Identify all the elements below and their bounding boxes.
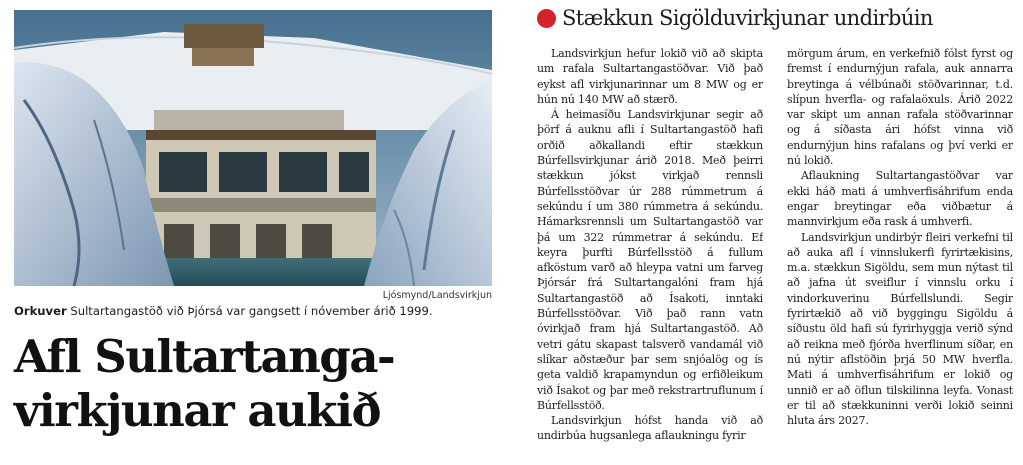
article-column-1 [537, 46, 763, 461]
photo-caption [14, 304, 504, 319]
sub-article-heading [537, 6, 1017, 30]
article-headline [14, 330, 514, 438]
sub-article-title: Stækkun Sigölduvirkjunar undirbúin [562, 6, 933, 30]
power-station-illustration [14, 10, 492, 286]
caption-lead: Orkuver [14, 304, 67, 318]
article-column-2 [787, 46, 1013, 461]
paragraph: mörgum árum, en verkefnið fólst fyrst og fremst í endurnýjun rafala, auk annarra breytinga á vélbúnaði stöðvarinnar, t.d. slípun hverfla- og rafalaöxuls. Árið 2022 var skipt um annan rafala stöðvarinnar og á síðasta ári hófst vinna við endurnýjun hins rafalans og því verki er nú lokið. [787, 47, 1013, 168]
paragraph: Á heimasíðu Landsvirkjunar segir að þörf á auknu afli í Sultartangastöð hafi orðið aðkallandi eftir stækkun Búrfellsvirkjunar árið 2018. Með þeirri stækkun jókst virkjað rennsli Búrfellsstöðvar úr 288 rúmmetrum á sekúndu í um 380 rúmmetra á sekúndu. Hámarksrennsli um Sultartangastöð var þá um 322 rúmmetrar á sekúndu. Ef keyra þurfti Búrfellsstöð á fullum afköstum varð að hleypa vatni um farveg Þjórsár frá Sultartangalóni fram hjá Sultartangastöð að Ísakoti, inntaki Búrfellsstöðvar. Við það rann vatn óvirkjað fram hjá Sultartangastöð. Að vetri gátu skapast talsverð vandamál við slíkar aðstæður þar sem snjóalög og ís geta valdið krapamyndun og erfiðleikum við Ísakot og þar með rekstrartruflunum í Búrfellsstöð. [537, 108, 763, 412]
caption-text: Sultartangastöð við Þjórsá var gangsett í nóvember árið 1999. [70, 304, 433, 318]
red-bullet-icon [537, 9, 556, 28]
photo-credit: Ljósmynd/Landsvirkjun [382, 290, 492, 301]
headline-line-2: virkjunar aukið [14, 384, 381, 437]
paragraph: Landsvirkjun hefur lokið við að skipta um rafala Sultartangastöðvar. Við það eykst afl virkjunarinnar um 8 MW og er hún nú 140 MW að stærð. [537, 47, 763, 106]
headline-line-1: Afl Sultartanga- [14, 330, 395, 383]
power-station-photo [14, 10, 492, 286]
paragraph: Landsvirkjun hófst handa við að undirbúa hugsanlega aflaukningu fyrir [537, 414, 763, 443]
paragraph: Aflaukning Sultartangastöðvar var ekki háð mati á umhverfisáhrifum enda engar breytingar eða viðbætur á mannvirkjum eða rask á umhverfi. [787, 169, 1013, 229]
paragraph: Landsvirkjun undirbýr fleiri verkefni til að auka afl í vinnslukerfi fyrirtækisins, m.a. stækkun Sigöldu, sem mun nýtast til að jafna út sveiflur í vinnslu orku í vindorkuverinu Búrfellslundi. Segir fyrirtækið að við byggingu Sigöldu á síðustu öld hafi sú fyrirhyggja verið sýnd að reikna með fjórða hverflinum síðar, en nú nýtir aflstöðin þrjá 50 MW hverfla. Mati á umhverfisáhrifum er lokið og unnið er að öflun tilskilinna leyfa. Vonast er til að stækkuninni verði lokið seinni hluta árs 2027. [787, 230, 1013, 428]
